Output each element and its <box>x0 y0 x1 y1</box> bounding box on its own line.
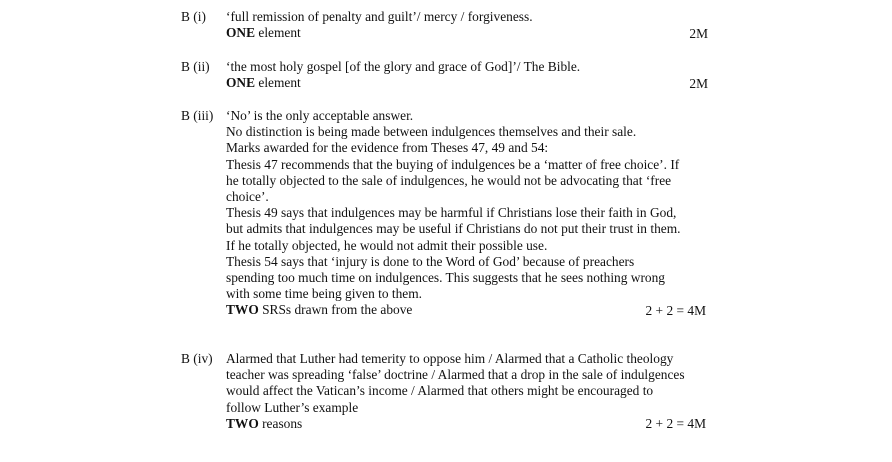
answer-text <box>226 59 718 91</box>
answer-line: Marks awarded for the evidence from Theses 47, 49 and 54: <box>226 140 549 156</box>
criterion-line <box>226 75 718 91</box>
marks-allocation: 2M <box>689 76 708 91</box>
answer-line: If he totally objected, he would not admit their possible use. <box>226 237 548 253</box>
answer-line: Thesis 49 says that indulgences may be harmful if Christians lose their faith in God, <box>226 205 677 221</box>
criterion-line <box>226 416 718 432</box>
question-label: B (iv) <box>181 351 213 366</box>
answer-text <box>226 108 718 319</box>
answer-line: choice’. <box>226 189 269 205</box>
answer-line: with some time being given to them. <box>226 286 422 302</box>
criterion-count: ONE <box>226 25 256 41</box>
criterion-count: TWO <box>226 302 259 318</box>
answer-text <box>226 351 718 432</box>
answer-line: teacher was spreading ‘false’ doctrine / Alarmed that a drop in the sale of indulgences <box>226 367 685 383</box>
answer-line: No distinction is being made between indulgences themselves and their sale. <box>226 124 637 140</box>
answer-line: ‘the most holy gospel [of the glory and grace of God]’/ The Bible. <box>226 59 581 74</box>
criterion-count: ONE <box>226 75 256 91</box>
answer-line: Thesis 47 recommends that the buying of indulgences be a ‘matter of free choice’. If <box>226 156 680 172</box>
criterion-text: element <box>255 25 301 41</box>
criterion-line <box>226 25 718 41</box>
question-label: B (ii) <box>181 59 210 74</box>
criterion-text: reasons <box>258 415 303 431</box>
answer-line: he totally objected to the sale of indulgences, he would not be advocating that ‘free <box>226 172 672 188</box>
answer-line: follow Luther’s example <box>226 399 359 415</box>
answer-line: would affect the Vatican’s income / Alarmed that others might be encouraged to <box>226 383 654 399</box>
criterion-text: SRSs drawn from the above <box>258 302 413 318</box>
marks-allocation: 2 + 2 = 4M <box>645 303 706 318</box>
answer-line: Alarmed that Luther had temerity to oppose him / Alarmed that a Catholic theology <box>226 351 674 366</box>
criterion-text: element <box>255 75 301 91</box>
question-label: B (iii) <box>181 108 214 123</box>
answer-line: ‘No’ is the only acceptable answer. <box>226 108 414 123</box>
answer-line: Thesis 54 says that ‘injury is done to the Word of God’ because of preachers <box>226 253 635 269</box>
criterion-count: TWO <box>226 415 259 431</box>
answer-line: spending too much time on indulgences. This suggests that he sees nothing wrong <box>226 270 665 286</box>
answer-text <box>226 9 718 41</box>
marks-allocation: 2M <box>689 26 708 41</box>
criterion-line <box>226 302 718 318</box>
marks-allocation: 2 + 2 = 4M <box>645 416 706 431</box>
question-label: B (i) <box>181 9 206 24</box>
answer-line: but admits that indulgences may be useful if Christians do not put their trust in them. <box>226 221 681 237</box>
answer-line: ‘full remission of penalty and guilt’/ mercy / forgiveness. <box>226 9 533 24</box>
